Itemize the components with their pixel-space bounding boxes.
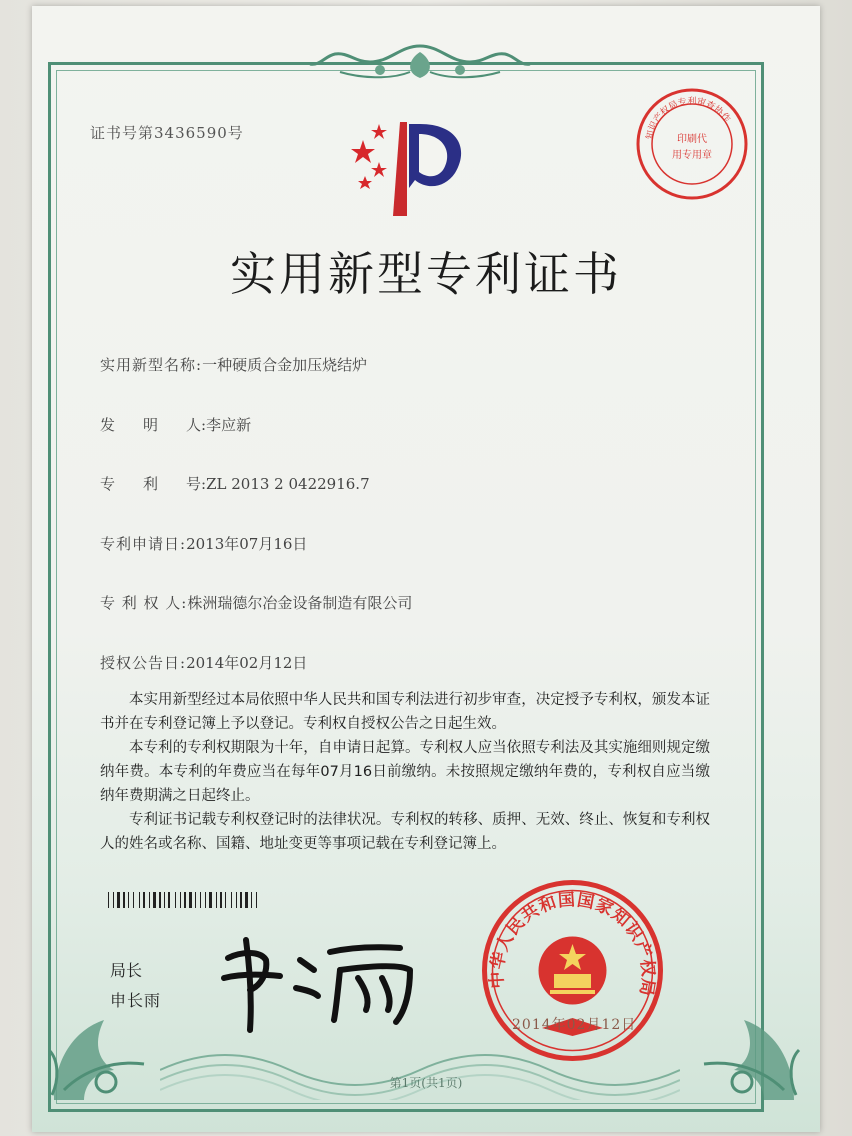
field-patent-number xyxy=(100,473,370,494)
top-ornament-icon xyxy=(300,42,540,86)
seal-date: 2014年02月12日 xyxy=(512,1017,637,1033)
signature-title: 局长 xyxy=(110,961,143,980)
corner-seal-arc-text: 知识产权局专利审查协作 xyxy=(645,96,732,141)
official-seal-icon xyxy=(480,878,665,1063)
body-paragraph-2: 本专利的专利权期限为十年，自申请日起算。专利权人应当依照专利法及其实施细则规定缴纳年费。本专利的年费应当在每年07月16日前缴纳。未按照规定缴纳年费的，专利权自应当缴纳年费期满之日起终止。 xyxy=(100,740,710,804)
field-label-a: 专 xyxy=(100,475,116,493)
signature-icon xyxy=(210,930,430,1040)
field-patentee xyxy=(100,592,412,613)
certificate-title: 实用新型专利证书 xyxy=(230,247,622,301)
field-label: 专 利 权 人: xyxy=(100,594,188,612)
field-label-c: 人: xyxy=(186,416,207,434)
field-label-a: 发 xyxy=(100,416,116,434)
field-label-b: 利 xyxy=(143,475,159,493)
bottom-right-ornament-icon xyxy=(664,990,804,1110)
barcode-icon xyxy=(108,892,320,908)
seal-arc-text: 中华人民共和国国家知识产权局 xyxy=(487,890,658,999)
field-grant-date xyxy=(100,652,307,673)
sipo-logo-icon xyxy=(345,118,480,223)
field-value: ZL 2013 2 0422916.7 xyxy=(206,475,370,493)
field-value: 2013年07月16日 xyxy=(186,535,308,553)
field-label: 实用新型名称: xyxy=(100,356,203,374)
page-number: 第1页(共1页) xyxy=(389,1076,463,1090)
body-paragraph-3: 专利证书记载专利权登记时的法律状况。专利权的转移、质押、无效、终止、恢复和专利权人的姓名或名称、国籍、地址变更等事项记载在专利登记簿上。 xyxy=(100,812,710,852)
field-inventor xyxy=(100,414,251,435)
field-value: 株洲瑞德尔冶金设备制造有限公司 xyxy=(187,594,413,612)
certificate-body xyxy=(100,688,710,856)
corner-seal-icon xyxy=(634,86,750,202)
field-application-date xyxy=(100,533,307,554)
field-value: 李应新 xyxy=(206,416,252,434)
certificate-number: 证书号第3436590号 xyxy=(90,124,244,142)
field-label: 授权公告日: xyxy=(100,654,187,672)
field-utility-model-name xyxy=(100,354,367,375)
field-label-c: 号: xyxy=(186,475,207,493)
body-paragraph-1: 本实用新型经过本局依照中华人民共和国专利法进行初步审查，决定授予专利权，颁发本证书并在专利登记簿上予以登记。专利权自授权公告之日起生效。 xyxy=(100,692,710,732)
svg-text:印刷代: 印刷代 xyxy=(677,134,707,145)
field-label: 专利申请日: xyxy=(100,535,187,553)
signature-name: 申长雨 xyxy=(110,991,162,1010)
field-label-b: 明 xyxy=(143,416,159,434)
field-value: 一种硬质合金加压烧结炉 xyxy=(202,356,368,374)
svg-text:用专用章: 用专用章 xyxy=(672,150,712,161)
field-value: 2014年02月12日 xyxy=(186,654,308,672)
bottom-guilloche-icon xyxy=(160,1040,680,1100)
